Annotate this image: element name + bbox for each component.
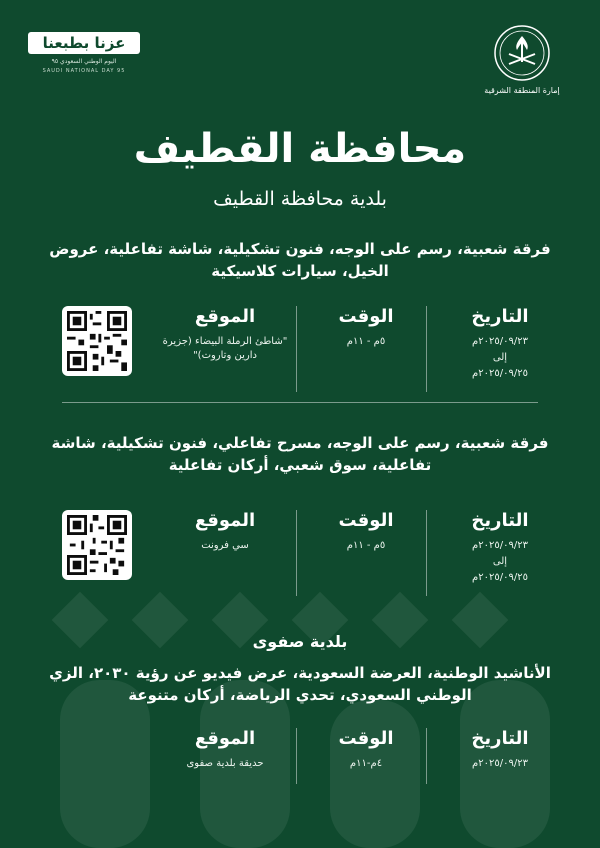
location-label: الموقع — [194, 306, 256, 327]
event-1-info — [40, 306, 560, 406]
safwa-time — [306, 728, 426, 771]
safwa-location — [150, 728, 300, 771]
badge-english: SAUDI NATIONAL DAY 95 — [42, 68, 126, 74]
emblem-label: إمارة المنطقة الشرقية — [484, 86, 560, 95]
page-title: محافظة القطيف — [133, 126, 467, 172]
date-label: التاريخ — [471, 306, 529, 327]
location-value: "شاطئ الرملة البيضاء (جزيرة دارين وتاروت)" — [162, 336, 288, 361]
event-1-activities: فرقة شعبية، رسم على الوجه، فنون تشكيلية، شاشة تفاعلية، عروض الخيل، سيارات كلاسيكية — [49, 240, 551, 280]
event-2-activities: فرقة شعبية، رسم على الوجه، مسرح تفاعلي، فنون تشكيلية، شاشة تفاعلية، سوق شعبي، أركان تفاعلية — [51, 434, 549, 474]
event-2-time — [306, 510, 426, 553]
safwa-heading: بلدية صفوى — [252, 632, 348, 651]
event-2-date — [440, 510, 560, 585]
time-label: الوقت — [338, 728, 394, 749]
time-value: ٥م - ١١م — [346, 336, 386, 347]
badge-title: عزنا بطبعنا — [28, 32, 140, 54]
emblem-icon — [493, 24, 551, 82]
safwa-date — [440, 728, 560, 771]
event-2-location — [150, 510, 300, 553]
date-to-label: إلى — [492, 556, 508, 567]
qr-code-icon — [67, 311, 127, 371]
qr-code-icon — [67, 515, 127, 575]
safwa-info — [40, 728, 560, 828]
time-label: الوقت — [338, 306, 394, 327]
column-divider — [426, 510, 427, 596]
page-subtitle: بلدية محافظة القطيف — [213, 188, 387, 210]
date-to: ٢٠٢٥/٠٩/٢٥م — [472, 368, 528, 379]
column-divider — [426, 728, 427, 784]
location-value: سي فرونت — [201, 540, 249, 551]
event-1-location — [150, 306, 300, 363]
date-from: ٢٠٢٥/٠٩/٢٣م — [472, 540, 528, 551]
location-label: الموقع — [194, 510, 256, 531]
event-2-info — [40, 510, 560, 610]
date-to: ٢٠٢٥/٠٩/٢٥م — [472, 572, 528, 583]
national-day-badge — [28, 32, 140, 78]
event-1-date — [440, 306, 560, 381]
event-2-qr-code[interactable] — [62, 510, 132, 580]
date-to-label: إلى — [492, 352, 508, 363]
date-value: ٢٠٢٥/٠٩/٢٣م — [472, 758, 528, 769]
section-separator — [62, 402, 538, 403]
time-value: ٥م - ١١م — [346, 540, 386, 551]
date-label: التاريخ — [471, 510, 529, 531]
date-from: ٢٠٢٥/٠٩/٢٣م — [472, 336, 528, 347]
time-value: ٤م-١١م — [349, 758, 383, 769]
time-label: الوقت — [338, 510, 394, 531]
badge-subtitle: اليوم الوطني السعودي ٩٥ — [51, 58, 117, 65]
event-1-qr-code[interactable] — [62, 306, 132, 376]
location-value: حديقة بلدية صفوى — [186, 758, 264, 769]
emirate-emblem — [482, 24, 562, 108]
safwa-activities: الأناشيد الوطنية، العرضة السعودية، عرض فيديو عن رؤية ٢٠٣٠، الزي الوطني السعودي، تحدي الرياضة، أركان متنوعة — [49, 664, 551, 704]
location-label: الموقع — [194, 728, 256, 749]
event-1-time — [306, 306, 426, 349]
date-label: التاريخ — [471, 728, 529, 749]
column-divider — [426, 306, 427, 392]
